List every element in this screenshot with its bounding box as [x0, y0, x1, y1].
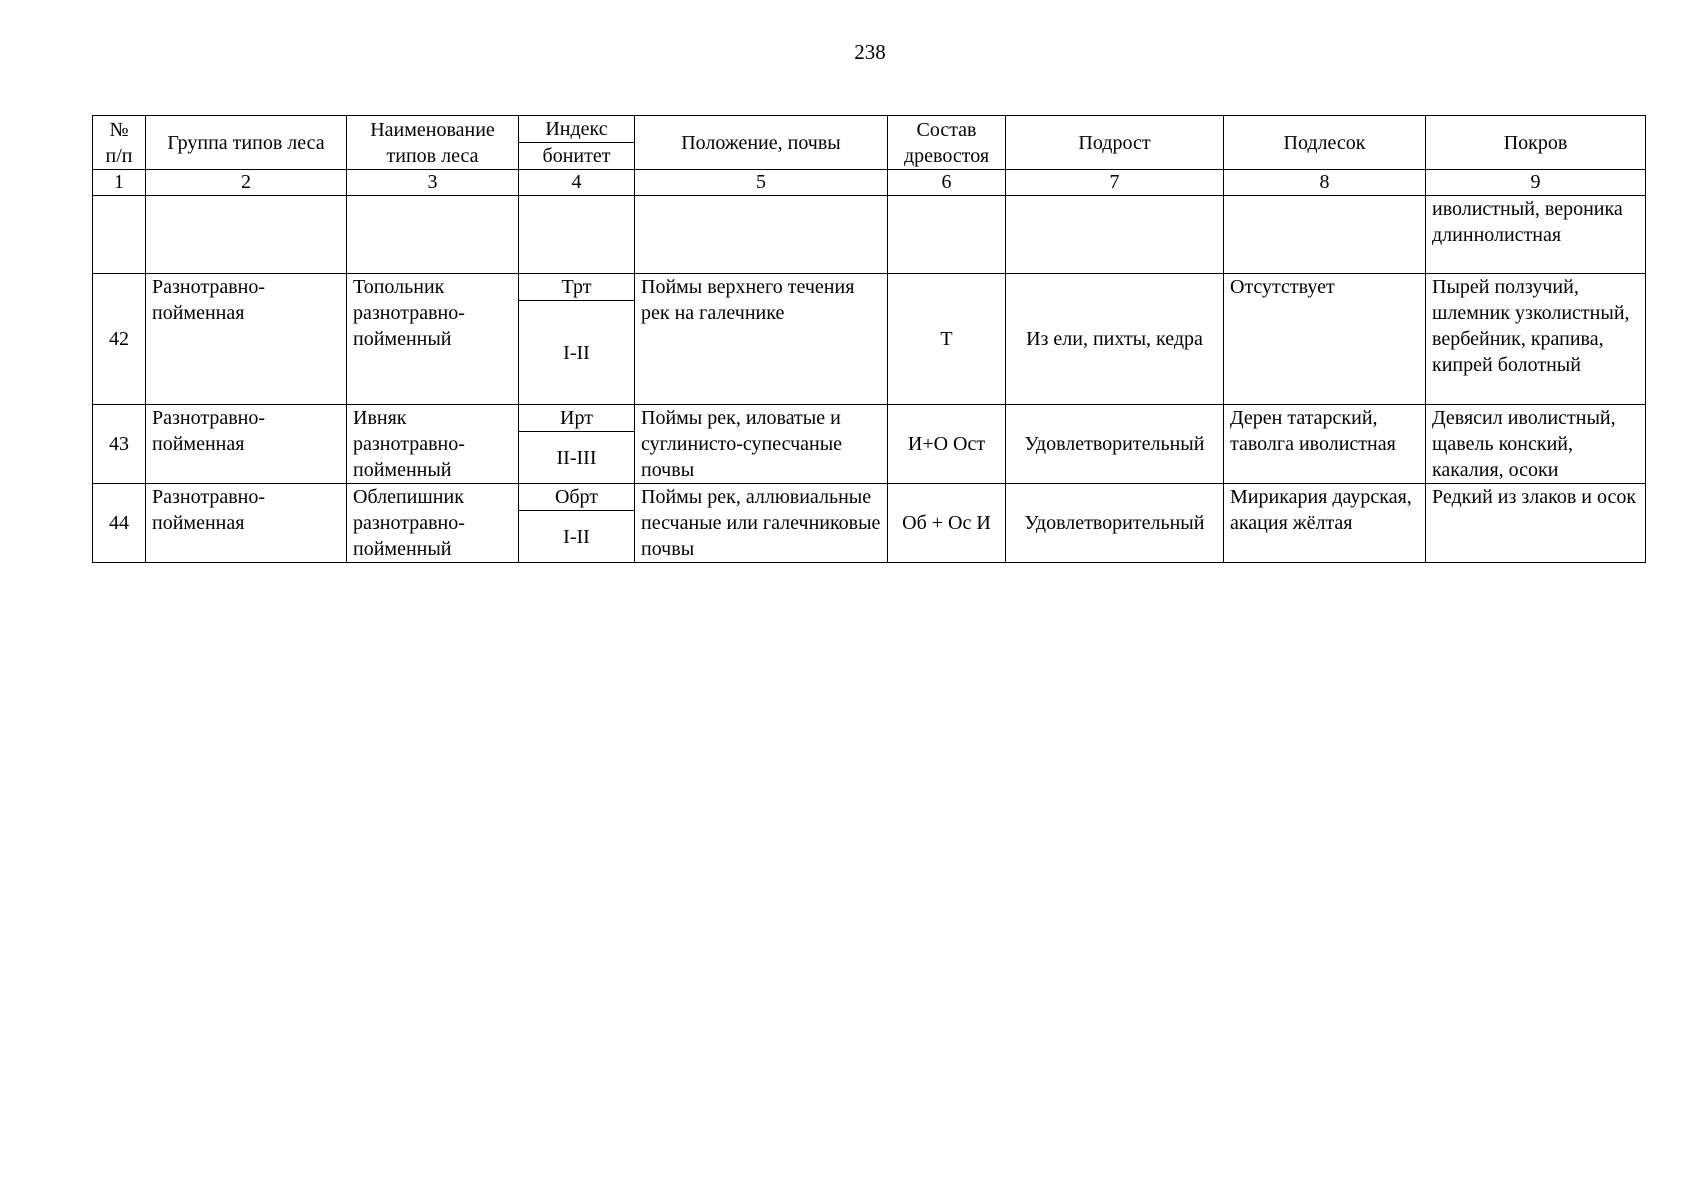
- column-number: 1: [93, 170, 146, 196]
- row-cover: Редкий из злаков и осок: [1426, 484, 1646, 563]
- header-index: Индекс: [519, 116, 635, 143]
- row-undergrowth: Из ели, пихты, кедра: [1006, 274, 1224, 405]
- row-undergrowth: Удовлетворительный: [1006, 484, 1224, 563]
- header-row: [93, 116, 1646, 143]
- continuation-cover: иволистный, вероника длиннолистная: [1426, 196, 1646, 274]
- column-number: 7: [1006, 170, 1224, 196]
- header-group: Группа типов леса: [146, 116, 347, 170]
- table-row: [93, 274, 1646, 301]
- row-undergrowth: Удовлетворительный: [1006, 405, 1224, 484]
- column-number: 5: [635, 170, 888, 196]
- table-row: [93, 484, 1646, 511]
- row-cover: Пырей ползучий, шлемник узколистный, вербейник, крапива, кипрей болотный: [1426, 274, 1646, 405]
- page-number: 238: [854, 40, 886, 64]
- row-position: Поймы верхнего течения рек на галечнике: [635, 274, 888, 405]
- row-name: Топольник разнотравно-пойменный: [347, 274, 519, 405]
- header-no: № п/п: [93, 116, 146, 170]
- header-bonitet: бонитет: [519, 143, 635, 170]
- column-number: 6: [888, 170, 1006, 196]
- table-row: [93, 405, 1646, 432]
- column-number: 3: [347, 170, 519, 196]
- forest-types-table: [92, 115, 1646, 563]
- row-group: Разнотравно-пойменная: [146, 484, 347, 563]
- column-number: 9: [1426, 170, 1646, 196]
- row-bonitet: I-II: [519, 511, 635, 563]
- row-composition: Об + Ос И: [888, 484, 1006, 563]
- continuation-row: [93, 196, 1646, 274]
- row-name: Ивняк разнотравно-пойменный: [347, 405, 519, 484]
- table-cell: [519, 196, 635, 274]
- header-composition: Состав древостоя: [888, 116, 1006, 170]
- header-undergrowth: Подрост: [1006, 116, 1224, 170]
- header-underbrush: Подлесок: [1224, 116, 1426, 170]
- row-group: Разнотравно-пойменная: [146, 405, 347, 484]
- table-cell: [1224, 196, 1426, 274]
- row-position: Поймы рек, иловатые и суглинисто-супесчаные почвы: [635, 405, 888, 484]
- row-number: 44: [93, 484, 146, 563]
- row-position: Поймы рек, аллювиальные песчаные или галечниковые почвы: [635, 484, 888, 563]
- row-underbrush: Отсутствует: [1224, 274, 1426, 405]
- row-cover: Девясил иволистный, щавель конский, какалия, осоки: [1426, 405, 1646, 484]
- table-cell: [146, 196, 347, 274]
- table-cell: [635, 196, 888, 274]
- row-index: Трт: [519, 274, 635, 301]
- table-cell: [1006, 196, 1224, 274]
- row-bonitet: II-III: [519, 432, 635, 484]
- header-cover: Покров: [1426, 116, 1646, 170]
- row-name: Облепишник разнотравно-пойменный: [347, 484, 519, 563]
- row-index: Обрт: [519, 484, 635, 511]
- table-cell: [93, 196, 146, 274]
- row-bonitet: I-II: [519, 301, 635, 405]
- row-number: 42: [93, 274, 146, 405]
- header-name: Наименование типов леса: [347, 116, 519, 170]
- row-underbrush: Мирикария даурская, акация жёлтая: [1224, 484, 1426, 563]
- table-cell: [347, 196, 519, 274]
- column-number-row: [93, 170, 1646, 196]
- table-cell: [888, 196, 1006, 274]
- row-underbrush: Дерен татарский, таволга иволистная: [1224, 405, 1426, 484]
- column-number: 8: [1224, 170, 1426, 196]
- column-number: 4: [519, 170, 635, 196]
- row-group: Разнотравно-пойменная: [146, 274, 347, 405]
- row-index: Ирт: [519, 405, 635, 432]
- row-composition: Т: [888, 274, 1006, 405]
- header-position: Положение, почвы: [635, 116, 888, 170]
- row-number: 43: [93, 405, 146, 484]
- column-number: 2: [146, 170, 347, 196]
- row-composition: И+О Ост: [888, 405, 1006, 484]
